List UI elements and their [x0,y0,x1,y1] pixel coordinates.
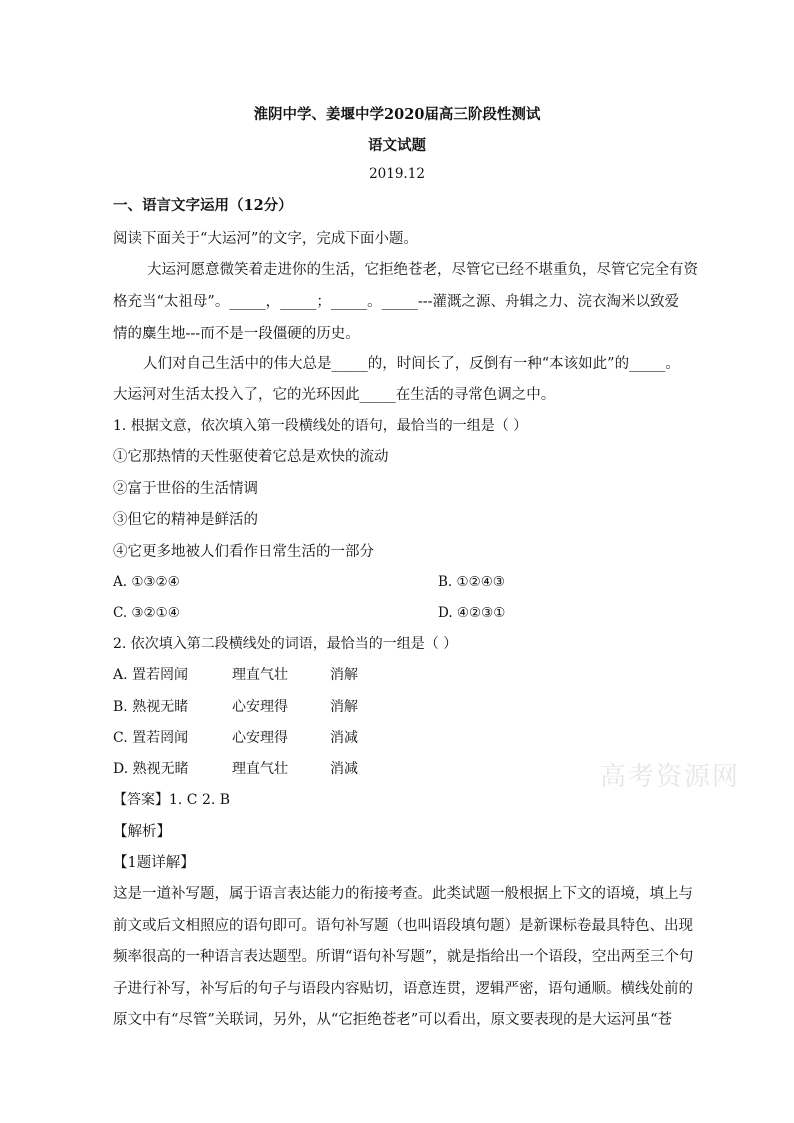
question-2-option-word: 消减 [330,761,358,777]
answer-line: 【答案】1. C 2. B [113,792,231,808]
question-2-option-label: D. 熟视无睹 [113,761,189,777]
question-2-option-label: A. 置若罔闻 [113,667,189,683]
detail-line: 前文或后文相照应的语句即可。语句补写题（也叫语段填句题）是新课标卷最具特色、出现 [113,918,693,934]
question-1-option-d: D. ④②③① [438,605,506,621]
analysis-heading: 【解析】 [113,824,171,840]
question-2-option-label: C. 置若罔闻 [113,730,189,746]
section-heading: 一、语言文字运用（12分） [113,197,293,214]
question-2-stem: 2. 依次填入第二段横线处的词语，最恰当的一组是（ ） [113,636,458,652]
question-1-option-b: B. ①②④③ [438,574,505,590]
section-intro: 阅读下面关于“大运河”的文字，完成下面小题。 [113,231,418,247]
question-2-option-word: 理直气壮 [232,667,288,683]
question-1-item: ①它那热情的天性驱使着它总是欢快的流动 [113,449,389,465]
doc-date: 2019.12 [369,166,425,182]
passage-line: 大运河愿意微笑着走进你的生活，它拒绝苍老，尽管它已经不堪重负，尽管它完全有资 [147,262,698,278]
detail-line: 子进行补写，补写后的句子与语段内容贴切，语意连贯，逻辑严密，语句通顺。横线处前的 [113,981,693,997]
question-1-item: ③但它的精神是鲜活的 [113,512,258,528]
detail-line: 频率很高的一种语言表达题型。所谓“语句补写题”，就是指给出一个语段，空出两至三个句 [113,949,694,965]
question-2-option-word: 理直气壮 [232,761,288,777]
passage-line: 大运河对生活太投入了，它的光环因此_____在生活的寻常色调之中。 [113,387,556,403]
question-2-option-word: 消解 [330,667,358,683]
question-2-option-word: 心安理得 [232,699,288,715]
question-2-option-word: 心安理得 [232,730,288,746]
detail-heading: 【1题详解】 [113,855,195,871]
question-1-item: ②富于世俗的生活情调 [113,481,258,497]
question-1-option-c: C. ③②①④ [113,605,180,621]
question-2-option-word: 消减 [330,730,358,746]
passage-line: 情的麋生地---而不是一段僵硬的历史。 [113,326,360,342]
passage-line: 格充当“太祖母”。_____，_____；_____。_____---灌溉之源、舟辑之力、浣衣淘米以致爱 [113,294,680,310]
question-2-option-label: B. 熟视无睹 [113,699,189,715]
doc-subtitle: 语文试题 [368,137,426,154]
passage-line: 人们对自己生活中的伟大总是_____的，时间长了，反倒有一种“本该如此”的_____。 [143,356,680,372]
detail-line: 这是一道补写题，属于语言表达能力的衔接考查。此类试题一般根据上下文的语境，填上与 [113,886,693,902]
question-1-stem: 1. 根据文意，依次填入第一段横线处的语句，最恰当的一组是（ ） [113,418,528,434]
doc-title: 淮阴中学、姜堰中学2020届高三阶段性测试 [253,106,541,123]
question-1-item: ④它更多地被人们看作日常生活的一部分 [113,544,374,560]
detail-line: 原文中有“尽管”关联词，另外，从“它拒绝苍老”可以看出，原文要表现的是大运河虽“苍 [113,1012,673,1028]
question-2-option-word: 消解 [330,699,358,715]
question-1-option-a: A. ①③②④ [113,574,180,590]
watermark: 高考资源网 [600,762,741,792]
